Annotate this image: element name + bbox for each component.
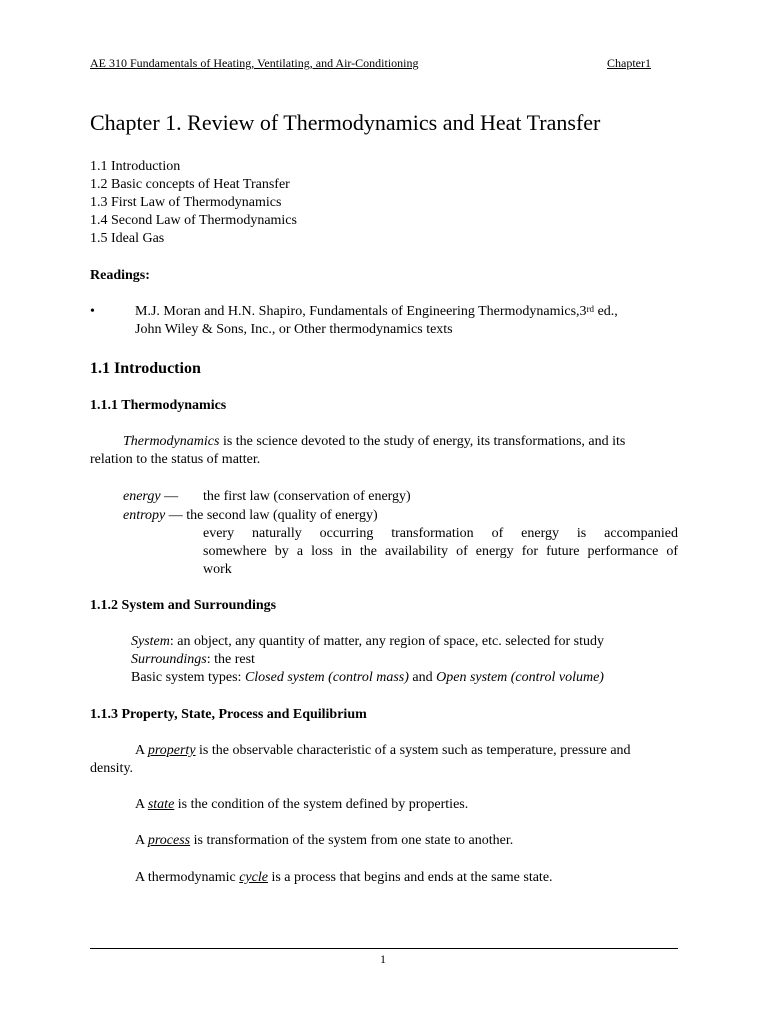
paragraph-text: A	[135, 833, 148, 848]
dash: —	[165, 508, 183, 523]
system-types	[131, 669, 604, 688]
toc-item: 1.5 Ideal Gas	[90, 231, 165, 246]
cycle-paragraph	[135, 869, 553, 888]
readings-line-2: John Wiley & Sons, Inc., or Other thermodynamics texts	[135, 322, 453, 337]
term: process	[147, 833, 191, 848]
term: state	[147, 797, 175, 812]
process-paragraph	[135, 832, 513, 851]
paragraph-text: is the observable characteristic of a system such as temperature, pressure and	[195, 743, 631, 758]
subsection-heading: 1.1.2 System and Surroundings	[90, 598, 277, 613]
term: property	[147, 743, 196, 758]
toc-item: 1.4 Second Law of Thermodynamics	[90, 213, 297, 228]
paragraph-text: : the rest	[206, 652, 255, 667]
thermo-paragraph-line-1	[123, 433, 625, 452]
paragraph-text: is transformation of the system from one state to another.	[190, 833, 514, 848]
footer-rule	[90, 948, 678, 949]
term: cycle	[239, 870, 268, 885]
entropy-note-line-1: every naturally occurring transformation of energy is accompanied	[203, 526, 678, 541]
term: System	[131, 634, 170, 649]
paragraph-text: A	[135, 797, 148, 812]
thermo-paragraph-line-2: relation to the status of matter.	[90, 452, 261, 467]
surroundings-definition	[131, 651, 255, 670]
entropy-line	[123, 507, 378, 526]
paragraph-text: A thermodynamic	[135, 870, 240, 885]
paragraph-text: is the condition of the system defined by properties.	[174, 797, 469, 812]
entropy-note-line-2: somewhere by a loss in the availability of energy for future performance of	[203, 544, 678, 559]
entropy-note-line-3: work	[203, 562, 232, 577]
term: entropy	[123, 508, 166, 523]
section-heading: 1.1 Introduction	[90, 360, 201, 377]
toc-item: 1.1 Introduction	[90, 159, 181, 174]
readings-line-1	[135, 303, 618, 322]
readings-text: ed.,	[594, 304, 618, 319]
readings-superscript: rd	[586, 304, 595, 314]
paragraph-text: A	[135, 743, 148, 758]
property-paragraph-line-1	[135, 742, 631, 761]
running-header-chapter: Chapter1	[607, 56, 651, 70]
term: Thermodynamics	[123, 434, 220, 449]
paragraph-text: Basic system types:	[131, 670, 245, 685]
readings-heading: Readings:	[90, 268, 150, 283]
chapter-title: Chapter 1. Review of Thermodynamics and Heat Transfer	[90, 110, 601, 135]
paragraph-text: is a process that begins and ends at the same state.	[267, 870, 553, 885]
paragraph-text: and	[408, 670, 437, 685]
toc-list	[90, 158, 297, 248]
subsection-heading: 1.1.3 Property, State, Process and Equilibrium	[90, 707, 367, 722]
paragraph-text: : an object, any quantity of matter, any region of space, etc. selected for study	[169, 634, 604, 649]
readings-text: M.J. Moran and H.N. Shapiro, Fundamentals of Engineering Thermodynamics,3	[135, 304, 587, 319]
dash: —	[160, 489, 179, 504]
paragraph-text: is the science devoted to the study of energy, its transformations, and its	[219, 434, 626, 449]
energy-definition: the first law (conservation of energy)	[203, 489, 411, 504]
toc-item: 1.3 First Law of Thermodynamics	[90, 195, 282, 210]
term: Surroundings	[131, 652, 207, 667]
term: Open system (control volume)	[436, 670, 604, 685]
subsection-heading: 1.1.1 Thermodynamics	[90, 398, 227, 413]
entropy-definition: the second law (quality of energy)	[182, 508, 378, 523]
system-definition	[131, 633, 604, 652]
property-paragraph-line-2: density.	[90, 761, 134, 776]
running-header-course: AE 310 Fundamentals of Heating, Ventilating, and Air-Conditioning	[90, 56, 419, 70]
term: energy	[123, 489, 161, 504]
energy-line	[123, 488, 178, 507]
term: Closed system (control mass)	[244, 670, 409, 685]
state-paragraph	[135, 796, 468, 815]
page-number: 1	[380, 952, 386, 966]
bullet-icon: •	[90, 304, 95, 319]
toc-item: 1.2 Basic concepts of Heat Transfer	[90, 177, 290, 192]
